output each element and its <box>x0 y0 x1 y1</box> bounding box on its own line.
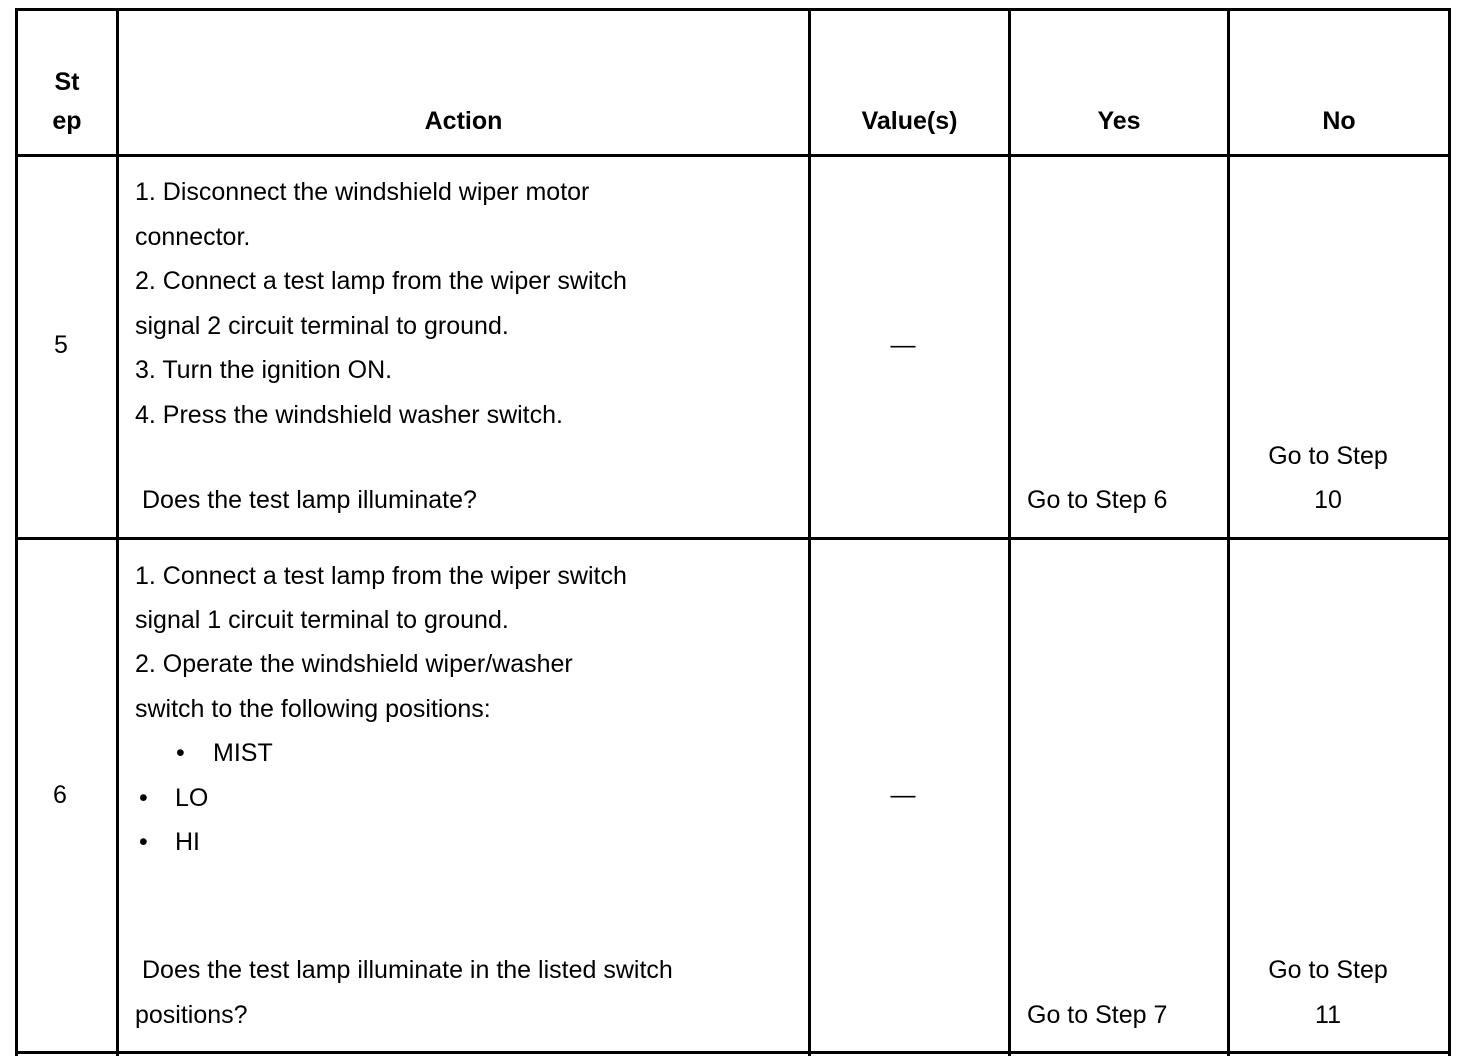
bullet-marker: • <box>139 784 148 812</box>
action-line: switch to the following positions: <box>135 695 491 723</box>
bullet-marker: • <box>139 828 148 856</box>
yes-go-to-step: Go to Step 6 <box>1027 486 1168 514</box>
action-question: Does the test lamp illuminate? <box>142 486 477 514</box>
action-line: connector. <box>135 223 251 251</box>
header-action: Action <box>424 107 503 135</box>
action-line: 3. Turn the ignition ON. <box>135 356 393 384</box>
action-line: 4. Press the windshield washer switch. <box>135 401 563 429</box>
action-line: 2. Operate the windshield wiper/washer <box>135 650 573 678</box>
row-step-number: 5 <box>54 331 68 359</box>
action-line: 1. Disconnect the windshield wiper motor <box>135 178 590 206</box>
header-step-line2: ep <box>52 107 82 135</box>
no-go-to-step-line1: Go to Step <box>1268 956 1388 984</box>
bullet-item-mist: MIST <box>213 739 273 767</box>
no-go-to-step-line2: 11 <box>1315 1001 1341 1029</box>
action-line: signal 2 circuit terminal to ground. <box>135 312 509 340</box>
header-yes: Yes <box>1097 107 1141 135</box>
action-line: signal 1 circuit terminal to ground. <box>135 606 509 634</box>
value-dash: — <box>890 781 916 809</box>
action-line: 2. Connect a test lamp from the wiper switch <box>135 267 627 295</box>
action-question: positions? <box>135 1001 248 1029</box>
no-go-to-step-line2: 10 <box>1314 486 1342 514</box>
row-step-number: 6 <box>53 781 67 809</box>
bullet-item-lo: LO <box>175 784 209 812</box>
bullet-item-hi: HI <box>175 828 200 856</box>
action-line: 1. Connect a test lamp from the wiper switch <box>135 562 627 590</box>
bullet-marker: • <box>176 739 185 767</box>
yes-go-to-step: Go to Step 7 <box>1027 1001 1168 1029</box>
header-step-line1: St <box>54 68 80 96</box>
header-values: Value(s) <box>861 107 958 135</box>
no-go-to-step-line1: Go to Step <box>1268 442 1388 470</box>
header-no: No <box>1322 107 1356 135</box>
action-question: Does the test lamp illuminate in the listed switch <box>142 956 673 984</box>
value-dash: — <box>890 331 916 359</box>
